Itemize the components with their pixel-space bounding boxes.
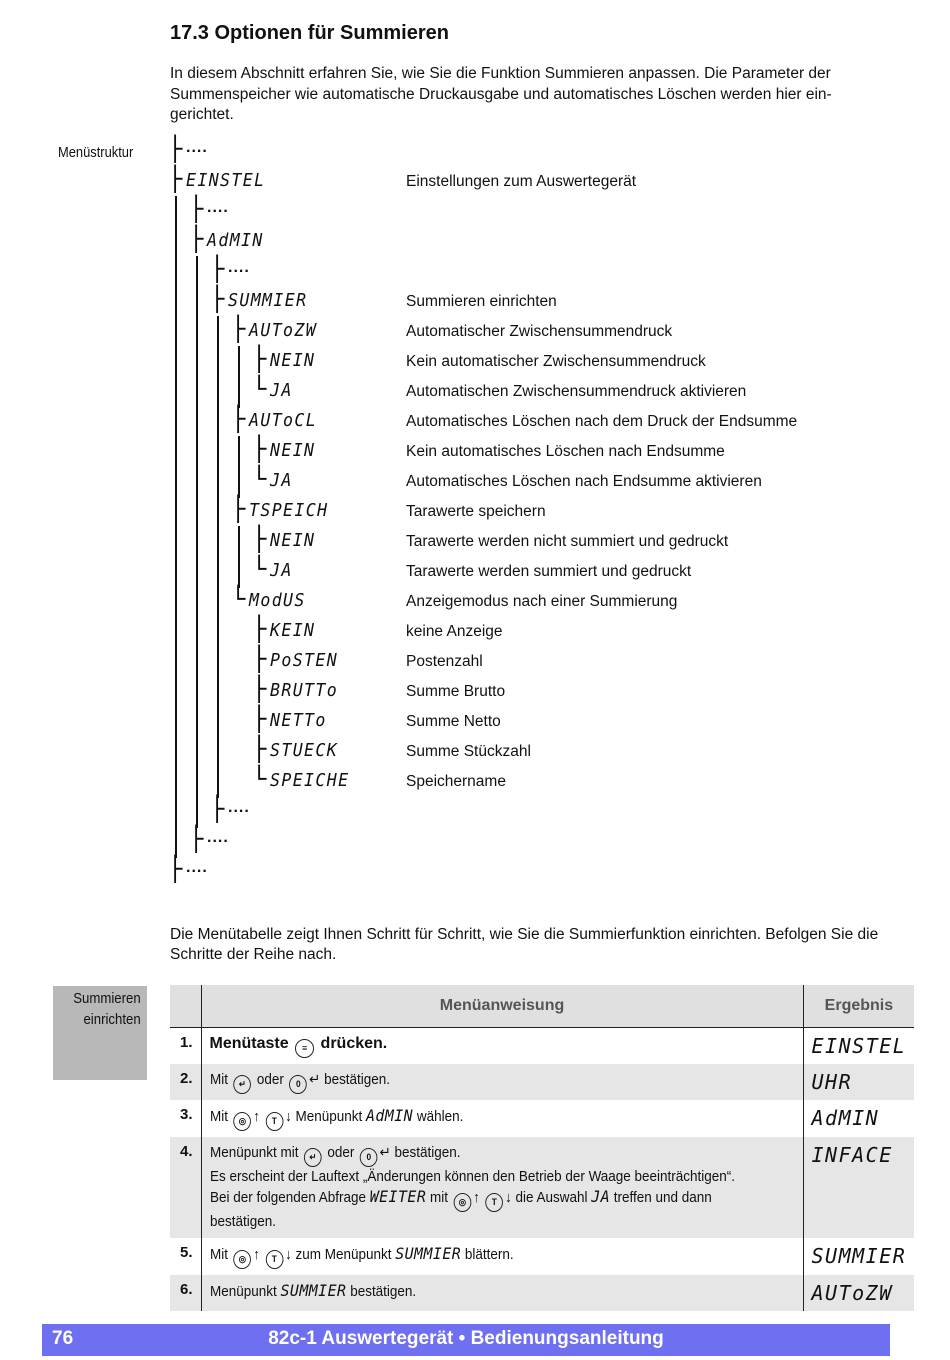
tree-branch-icon: ├ bbox=[252, 615, 267, 643]
tree-row bbox=[172, 225, 932, 258]
tare-key-icon: T bbox=[265, 1112, 283, 1131]
tree-line bbox=[217, 646, 219, 678]
step-result bbox=[803, 1137, 914, 1238]
tree-line bbox=[196, 556, 198, 588]
tree-line bbox=[175, 676, 177, 708]
tree-branch-icon: └ bbox=[252, 465, 267, 493]
tree-line bbox=[217, 376, 219, 408]
instr-text: bestätigen. bbox=[394, 1145, 461, 1161]
tree-line bbox=[175, 706, 177, 738]
instr-text: oder bbox=[256, 1072, 284, 1088]
tree-branch-icon: └ bbox=[252, 375, 267, 403]
instr-text: bestätigen. bbox=[209, 1214, 276, 1230]
tree-line bbox=[196, 286, 198, 318]
tree-row bbox=[172, 705, 932, 738]
tree-line bbox=[175, 196, 177, 228]
tree-branch-icon: ├ bbox=[231, 405, 246, 433]
step-result bbox=[803, 1100, 914, 1137]
tree-line bbox=[217, 406, 219, 438]
instr-text: Menütaste bbox=[209, 1035, 289, 1052]
enter-key-icon: ↵ bbox=[304, 1148, 322, 1167]
tree-line bbox=[196, 376, 198, 408]
return-arrow-icon: ↵ bbox=[378, 1145, 391, 1161]
instr-text: die Auswahl bbox=[515, 1190, 587, 1206]
step-result bbox=[803, 1064, 914, 1100]
tree-branch-icon: ├ bbox=[252, 435, 267, 463]
return-arrow-icon: ↵ bbox=[308, 1072, 320, 1088]
instr-text: zum Menüpunkt bbox=[295, 1247, 391, 1263]
tree-menu-item: SUMMIER bbox=[228, 290, 308, 311]
tree-line bbox=[196, 466, 198, 498]
tree-line bbox=[175, 796, 177, 828]
tree-line bbox=[196, 316, 198, 348]
page-number: 76 bbox=[52, 1328, 74, 1349]
tree-description: keine Anzeige bbox=[406, 623, 503, 640]
tree-description: Automatischen Zwischensummendruck aktivieren bbox=[406, 383, 747, 400]
tree-menu-item: NEIN bbox=[270, 440, 316, 461]
tree-menu-item: AUToCL bbox=[249, 410, 318, 431]
tree-menu-item: AUToZW bbox=[249, 320, 318, 341]
tree-branch-icon: ├ bbox=[210, 285, 225, 313]
tree-line bbox=[196, 436, 198, 468]
instr-text: oder bbox=[326, 1145, 354, 1161]
step-result bbox=[803, 1275, 914, 1311]
instr-text: bestätigen. bbox=[323, 1072, 390, 1088]
tree-line bbox=[217, 496, 219, 528]
tree-branch-icon: ├ bbox=[168, 135, 183, 163]
tree-row bbox=[172, 285, 932, 318]
tree-row bbox=[172, 675, 932, 708]
tree-description: Automatisches Löschen nach Endsumme aktivieren bbox=[406, 473, 762, 490]
zero-key-icon: 0 bbox=[359, 1148, 377, 1167]
tree-line bbox=[217, 526, 219, 558]
tree-line bbox=[175, 556, 177, 588]
tree-line bbox=[175, 406, 177, 438]
instr-text: mit bbox=[429, 1190, 448, 1206]
down-arrow-icon: ↓ bbox=[284, 1109, 292, 1125]
tree-branch-icon: ├ bbox=[252, 675, 267, 703]
header-instruction: Menüanweisung bbox=[201, 985, 803, 1028]
tree-line bbox=[196, 766, 198, 798]
tree-line bbox=[175, 646, 177, 678]
result-display: AUToZW bbox=[811, 1281, 893, 1305]
tree-description: Kein automatisches Löschen nach Endsumme bbox=[406, 443, 725, 460]
tree-menu-item: JA bbox=[270, 560, 293, 581]
tree-line bbox=[217, 616, 219, 648]
menu-structure-label: Menüstruktur bbox=[58, 144, 134, 161]
tree-description: Kein automatischer Zwischensummendruck bbox=[406, 353, 706, 370]
tree-row bbox=[172, 645, 932, 678]
tree-branch-icon: ├ bbox=[168, 165, 183, 193]
zero-key-icon: 0 bbox=[289, 1075, 307, 1094]
table-row bbox=[170, 1100, 914, 1137]
down-arrow-icon: ↓ bbox=[504, 1190, 512, 1206]
instr-text: Mit bbox=[209, 1247, 228, 1263]
tree-row bbox=[172, 255, 932, 288]
table-row bbox=[170, 1064, 914, 1100]
down-arrow-icon: ↓ bbox=[284, 1247, 292, 1263]
instr-text: drücken. bbox=[320, 1035, 388, 1052]
tree-row bbox=[172, 345, 932, 378]
tree-row bbox=[172, 405, 932, 438]
tree-row bbox=[172, 615, 932, 648]
inline-display: WEITER bbox=[369, 1187, 426, 1206]
tree-line bbox=[175, 316, 177, 348]
result-display: INFACE bbox=[811, 1143, 893, 1167]
tree-branch-icon: ├ bbox=[231, 315, 246, 343]
tree-line bbox=[196, 706, 198, 738]
tree-menu-item: EINSTEL bbox=[186, 170, 266, 191]
instr-text: blättern. bbox=[464, 1247, 514, 1263]
tree-line bbox=[175, 226, 177, 258]
tree-branch-icon: ├ bbox=[189, 825, 204, 853]
tree-row bbox=[172, 555, 932, 588]
print-key-icon: ◎ bbox=[453, 1193, 471, 1212]
tree-line bbox=[175, 436, 177, 468]
tree-row bbox=[172, 735, 932, 768]
tree-description: Automatisches Löschen nach dem Druck der Endsumme bbox=[406, 413, 798, 430]
tree-row bbox=[172, 375, 932, 408]
result-display: SUMMIER bbox=[811, 1244, 907, 1268]
tree-line bbox=[217, 706, 219, 738]
step-result bbox=[803, 1238, 914, 1275]
instr-text: Menüpunkt bbox=[295, 1109, 362, 1125]
step-number: 6. bbox=[170, 1275, 201, 1311]
tree-line bbox=[217, 586, 219, 618]
step-instruction bbox=[201, 1275, 803, 1311]
tree-ellipsis: .... bbox=[186, 859, 208, 876]
tree-row bbox=[172, 795, 932, 828]
tree-line bbox=[196, 496, 198, 528]
tree-line bbox=[196, 616, 198, 648]
tree-line bbox=[196, 256, 198, 288]
menu-table bbox=[170, 985, 914, 1311]
step-instruction bbox=[201, 1028, 803, 1065]
instr-text: Menüpunkt bbox=[209, 1284, 277, 1300]
step-instruction bbox=[201, 1238, 803, 1275]
table-header-row bbox=[170, 985, 914, 1028]
tree-row bbox=[172, 825, 932, 858]
tree-description: Einstellungen zum Auswertegerät bbox=[406, 173, 637, 190]
step-number: 1. bbox=[170, 1028, 201, 1065]
tree-line bbox=[175, 736, 177, 768]
tree-ellipsis: .... bbox=[228, 799, 250, 816]
tree-line bbox=[175, 766, 177, 798]
up-arrow-icon: ↑ bbox=[472, 1190, 480, 1206]
tree-branch-icon: ├ bbox=[231, 495, 246, 523]
tree-line bbox=[175, 496, 177, 528]
table-intro-paragraph: Die Menütabelle zeigt Ihnen Schritt für Schritt, wie Sie die Summierfunktion einrichten. Befolgen Sie die Schritte der Reihe nach. bbox=[170, 926, 879, 963]
instr-text: bestätigen. bbox=[349, 1284, 416, 1300]
tree-line bbox=[196, 586, 198, 618]
tree-branch-icon: ├ bbox=[168, 855, 183, 883]
tree-menu-item: ModUS bbox=[249, 590, 306, 611]
tree-branch-icon: ├ bbox=[252, 645, 267, 673]
table-side-label-box bbox=[53, 986, 147, 1080]
instr-text: Mit bbox=[209, 1072, 228, 1088]
tree-line bbox=[196, 526, 198, 558]
tree-row bbox=[172, 195, 932, 228]
tree-ellipsis: .... bbox=[207, 199, 229, 216]
tree-description: Automatischer Zwischensummendruck bbox=[406, 323, 673, 340]
print-key-icon: ◎ bbox=[233, 1112, 251, 1131]
step-result bbox=[803, 1028, 914, 1065]
tree-line bbox=[196, 346, 198, 378]
tree-branch-icon: ├ bbox=[189, 225, 204, 253]
tree-menu-item: PoSTEN bbox=[270, 650, 339, 671]
tree-line bbox=[175, 616, 177, 648]
tree-row bbox=[168, 165, 932, 198]
enter-key-icon: ↵ bbox=[233, 1075, 251, 1094]
tree-line bbox=[238, 436, 240, 468]
inline-display: SUMMIER bbox=[394, 1244, 461, 1263]
tree-branch-icon: ├ bbox=[210, 255, 225, 283]
inline-display: SUMMIER bbox=[279, 1281, 346, 1300]
tree-description: Postenzahl bbox=[406, 653, 483, 670]
tree-branch-icon: ├ bbox=[252, 525, 267, 553]
tree-line bbox=[175, 286, 177, 318]
instr-text: Bei der folgenden Abfrage bbox=[209, 1190, 366, 1206]
tree-line bbox=[175, 526, 177, 558]
step-number: 4. bbox=[170, 1137, 201, 1238]
up-arrow-icon: ↑ bbox=[252, 1247, 260, 1263]
tree-branch-icon: ├ bbox=[252, 705, 267, 733]
tree-branch-icon: ├ bbox=[189, 195, 204, 223]
footer-title: 82c-1 Auswertegerät • Bedienungsanleitung bbox=[268, 1328, 664, 1349]
tree-menu-item: NETTo bbox=[270, 710, 327, 731]
instr-text: Mit bbox=[209, 1109, 228, 1125]
step-instruction bbox=[201, 1064, 803, 1100]
tree-menu-item: NEIN bbox=[270, 350, 316, 371]
header-num bbox=[170, 985, 201, 1028]
table-side-label-line2: einrichten bbox=[83, 1011, 141, 1028]
tree-menu-item: NEIN bbox=[270, 530, 316, 551]
tree-branch-icon: └ bbox=[252, 765, 267, 793]
tree-line bbox=[238, 346, 240, 378]
tree-branch-icon: └ bbox=[231, 585, 246, 613]
up-arrow-icon: ↑ bbox=[252, 1109, 260, 1125]
section-heading: 17.3 Optionen für Summieren bbox=[170, 22, 449, 44]
tree-line bbox=[175, 376, 177, 408]
tree-row bbox=[172, 435, 932, 468]
tree-line bbox=[238, 526, 240, 558]
menu-key-icon: ≡ bbox=[295, 1039, 314, 1058]
intro-paragraph: In diesem Abschnitt erfahren Sie, wie Sie die Funktion Summieren anpassen. Die Parameter der Summenspeicher wie automatische Druckausgabe und automatisches Löschen werden hier ein-gerichtet. bbox=[170, 65, 832, 123]
tree-line bbox=[175, 346, 177, 378]
tare-key-icon: T bbox=[265, 1250, 283, 1269]
tree-description: Tarawerte werden summiert und gedruckt bbox=[406, 563, 692, 580]
tree-menu-item: JA bbox=[270, 470, 293, 491]
tree-row bbox=[172, 465, 932, 498]
tree-row bbox=[168, 135, 932, 168]
tree-row bbox=[172, 765, 932, 798]
tree-line bbox=[217, 676, 219, 708]
tree-row bbox=[172, 585, 932, 618]
instr-text: treffen und dann bbox=[613, 1190, 712, 1206]
tree-branch-icon: └ bbox=[252, 555, 267, 583]
tree-line bbox=[196, 676, 198, 708]
tree-ellipsis: .... bbox=[186, 139, 208, 156]
table-row bbox=[170, 1275, 914, 1311]
tree-menu-item: JA bbox=[270, 380, 293, 401]
tare-key-icon: T bbox=[485, 1193, 503, 1212]
tree-description: Tarawerte werden nicht summiert und gedruckt bbox=[406, 533, 729, 550]
inline-display: JA bbox=[590, 1187, 610, 1206]
result-display: AdMIN bbox=[811, 1106, 880, 1130]
tree-description: Summieren einrichten bbox=[406, 293, 557, 310]
tree-line bbox=[196, 736, 198, 768]
result-display: UHR bbox=[811, 1070, 853, 1094]
tree-menu-item: BRUTTo bbox=[270, 680, 339, 701]
table-row bbox=[170, 1137, 914, 1238]
step-number: 3. bbox=[170, 1100, 201, 1137]
table-side-label bbox=[74, 988, 141, 1030]
tree-row bbox=[172, 495, 932, 528]
tree-menu-item: SPEICHE bbox=[270, 770, 350, 791]
instr-text: wählen. bbox=[416, 1109, 463, 1125]
tree-branch-icon: ├ bbox=[210, 795, 225, 823]
tree-line bbox=[217, 736, 219, 768]
tree-branch-icon: ├ bbox=[252, 735, 267, 763]
tree-description: Summe Netto bbox=[406, 713, 501, 730]
tree-row bbox=[172, 315, 932, 348]
tree-description: Summe Brutto bbox=[406, 683, 506, 700]
tree-line bbox=[217, 316, 219, 348]
tree-description: Tarawerte speichern bbox=[406, 503, 546, 520]
print-key-icon: ◎ bbox=[233, 1250, 251, 1269]
tree-menu-item: STUECK bbox=[270, 740, 339, 761]
tree-line bbox=[196, 646, 198, 678]
step-instruction bbox=[201, 1137, 803, 1238]
tree-line bbox=[217, 346, 219, 378]
tree-line bbox=[175, 466, 177, 498]
table-row bbox=[170, 1028, 914, 1065]
tree-line bbox=[217, 436, 219, 468]
tree-line bbox=[217, 556, 219, 588]
instr-text: Es erscheint der Lauftext „Änderungen können den Betrieb der Waage beeinträchtigen“. bbox=[209, 1169, 735, 1185]
tree-menu-item: KEIN bbox=[270, 620, 316, 641]
header-result: Ergebnis bbox=[803, 985, 914, 1028]
tree-branch-icon: ├ bbox=[252, 345, 267, 373]
tree-row bbox=[172, 525, 932, 558]
table-side-label-line1: Summieren bbox=[73, 990, 141, 1007]
tree-ellipsis: .... bbox=[228, 259, 250, 276]
tree-ellipsis: .... bbox=[207, 829, 229, 846]
tree-description: Speichername bbox=[406, 773, 506, 790]
tree-menu-item: TSPEICH bbox=[249, 500, 329, 521]
result-display: EINSTEL bbox=[811, 1034, 907, 1058]
tree-row bbox=[168, 855, 932, 888]
tree-line bbox=[196, 406, 198, 438]
page-footer bbox=[42, 1324, 890, 1356]
tree-line bbox=[175, 586, 177, 618]
step-number: 2. bbox=[170, 1064, 201, 1100]
inline-display: AdMIN bbox=[365, 1106, 413, 1125]
tree-line bbox=[175, 256, 177, 288]
tree-description: Summe Stückzahl bbox=[406, 743, 531, 760]
tree-description: Anzeigemodus nach einer Summierung bbox=[406, 593, 678, 610]
tree-menu-item: AdMIN bbox=[207, 230, 264, 251]
tree-line bbox=[217, 466, 219, 498]
step-number: 5. bbox=[170, 1238, 201, 1275]
step-instruction bbox=[201, 1100, 803, 1137]
instr-text: Menüpunkt mit bbox=[209, 1145, 298, 1161]
table-row bbox=[170, 1238, 914, 1275]
